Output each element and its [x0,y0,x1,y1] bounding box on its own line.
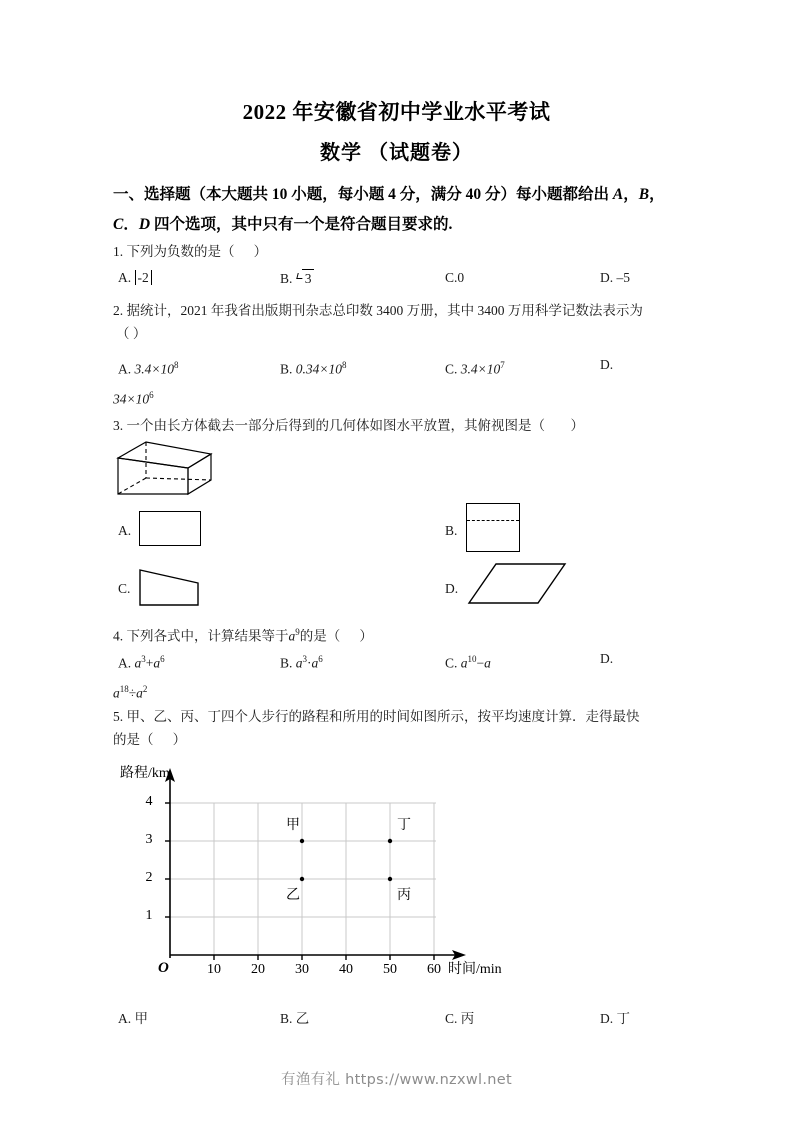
question-2-option-d-value-wrap[interactable] [113,385,154,410]
question-4-option-a[interactable] [118,649,165,674]
question-5-text-2: 的是（ [113,732,154,747]
question-4-option-c[interactable] [445,649,491,674]
page-subtitle: 数学 （试题卷） [320,142,473,164]
question-2-paren: （ ） [116,326,147,341]
q4c-var1: a [460,655,468,671]
question-3-option-b-figure[interactable] [466,503,520,552]
question-4-stem-exp: 9 [295,627,300,637]
question-3-stem [113,415,713,437]
q4a-var2: a [153,655,161,671]
x-axis-label [448,958,502,978]
y-tick-label-1: 1 [145,908,153,923]
q4a-exp1: 3 [141,654,146,664]
question-4-text-2: 的是（ [299,628,341,644]
question-1-paren-close: ） [253,244,268,259]
x-tick-label-20: 20 [251,962,265,977]
question-1-option-b-letter: B. [280,271,293,286]
dashed-line [467,520,519,521]
question-3-option-c-figure[interactable] [139,565,203,612]
parallelogram-svg [466,560,576,608]
q4b-exp1: 3 [302,654,308,664]
question-5-stem-line1 [113,706,713,728]
question-1-option-d-letter: D. [600,270,614,285]
q4b-var2: a [311,655,319,671]
y-axis-label-text: 路程/km [120,766,170,781]
question-2-option-b-letter: B. [280,361,293,377]
question-5-option-a-value: 甲 [134,1011,148,1026]
question-1-option-c-letter: C. [445,270,458,285]
q4d-var1: a [113,685,120,701]
question-3-option-d-figure[interactable] [466,560,576,613]
question-2-option-b-base: 0.34×10 [295,361,343,377]
section-option-c: C [113,216,124,233]
question-3-text: 一个由长方体截去一部分后得到的几何体如图水平放置，其俯视图是（ [126,418,545,433]
question-1-number: 1. [113,244,124,259]
section-option-d: D [138,216,151,233]
question-2-option-a-base: 3.4×10 [134,361,174,377]
question-2-option-b[interactable] [280,355,347,380]
section-dot-1: ． [123,216,139,233]
question-4-option-d-value-wrap[interactable] [113,679,147,704]
question-5-paren-close: ） [172,732,187,747]
question-2-option-c-exp: 7 [500,360,505,370]
watermark: 有渔有礼 https://www.nzxwl.net [281,1072,512,1088]
trapezoid-svg [139,565,203,607]
question-3-number: 3. [113,418,124,433]
question-4-paren-close: ） [359,628,373,644]
question-1-stem [113,241,267,263]
question-5-option-c-value: 丙 [460,1011,475,1026]
x-tick-label-30: 30 [295,962,309,977]
q4a-var1: a [134,655,142,671]
question-5-option-d-letter: D. [600,1011,614,1026]
section-comma-1: ， [623,186,639,203]
question-3-option-a-figure[interactable] [139,511,201,546]
question-4-stem-var: a [288,628,296,644]
y-axis-label [120,762,170,782]
question-5-option-b-value: 乙 [295,1011,310,1026]
question-5-text-1: 甲、乙、丙、丁四个人步行的路程和所用的时间如图所示，按平均速度计算．走得最快 [126,709,640,724]
q4c-exp1: 10 [467,654,477,664]
question-4-option-a-letter: A. [118,655,132,671]
question-2-option-c-letter: C. [445,361,458,377]
x-tick-label-60: 60 [427,962,441,977]
y-tick-label-4: 4 [145,794,153,809]
question-5-stem-line2 [113,729,186,751]
question-2-option-d-base: 34×10 [113,391,150,407]
x-tick-label-50: 50 [383,962,397,977]
section-heading-text-1: 一、选择题（本大题共 10 小题，每小题 4 分，满分 40 分）每小题都给出 [113,186,613,203]
q4a-exp2: 6 [160,654,165,664]
cuboid-cut-solid-figure [110,438,220,500]
question-2-option-d-exp: 6 [149,390,154,400]
question-4-option-b[interactable] [280,649,323,674]
q4a-op: + [145,655,154,671]
distance-time-scatter-chart [118,762,518,1002]
question-5-option-c[interactable] [445,1009,474,1029]
question-4-option-b-letter: B. [280,655,293,671]
question-2-option-a[interactable] [118,355,179,380]
question-3-option-d-letter[interactable]: D. [445,581,459,596]
origin-label: O [158,960,169,976]
x-axis-label-text: 时间/min [448,962,502,977]
point-label-jia: 甲 [286,818,300,833]
question-2-option-a-exp: 8 [174,360,179,370]
question-2-stem [113,300,693,322]
question-5-option-a[interactable] [118,1009,148,1029]
cuboid-cut-solid-svg [110,438,220,500]
question-1-option-d-value: –5 [616,270,630,285]
question-4-option-d-letter-wrap[interactable] [600,649,613,669]
q4c-op: − [476,655,485,671]
x-tick-label-10: 10 [207,962,221,977]
question-3-option-a-letter[interactable]: A. [118,523,132,538]
question-5-option-a-letter: A. [118,1011,132,1026]
x-tick-label-40: 40 [339,962,353,977]
q4b-op: · [307,655,312,671]
question-2-option-c-base: 3.4×10 [460,361,501,377]
question-1-text: 下列为负数的是（ [126,244,235,259]
question-5-option-c-letter: C. [445,1011,458,1026]
point-label-yi: 乙 [286,888,300,903]
question-1-option-b[interactable] [280,268,314,289]
question-2-option-b-exp: 8 [342,360,347,370]
question-4-option-c-letter: C. [445,655,458,671]
section-heading-text-2: 四个选项，其中只有一个是符合题目要求的. [150,216,453,233]
question-1-option-b-value: 3 [304,271,312,286]
question-1-option-c-value: 0 [457,270,465,285]
section-option-a: A [612,186,624,203]
question-3-paren-close: ） [570,418,584,433]
question-2-option-d-letter-wrap[interactable] [600,355,613,375]
question-2-option-a-letter: A. [118,361,132,377]
q4c-var2: a [484,655,491,671]
y-tick-label-3: 3 [145,832,153,847]
point-label-ding: 丁 [397,818,411,833]
question-4-stem [113,621,373,648]
q4d-var2: a [136,685,143,701]
q4b-var1: a [295,655,303,671]
question-4-option-d-letter: D. [600,651,614,666]
data-point-ding [388,839,392,843]
question-2-number: 2. [113,303,124,318]
question-5-option-b-letter: B. [280,1011,293,1026]
question-5-option-d[interactable] [600,1009,630,1029]
q4b-exp2: 6 [318,654,323,664]
question-4-number: 4. [113,628,124,644]
section-option-b: B [638,186,650,203]
section-comma-2: ， [649,186,665,203]
question-2-text: 据统计，2021 年我省出版期刊杂志总印数 3400 万册，其中 3400 万用科学记数法表示为 [126,303,643,318]
question-1-option-a-letter: A. [118,270,132,285]
data-point-yi [300,877,304,881]
page-title: 2022 年安徽省初中学业水平考试 [242,100,551,124]
question-2-option-d-letter: D. [600,357,614,372]
question-5-option-b[interactable] [280,1009,309,1029]
question-1-option-a[interactable] [118,268,152,288]
data-point-bing [388,877,392,881]
section-heading [113,180,693,240]
question-5-number: 5. [113,709,124,724]
y-tick-label-2: 2 [145,870,153,885]
question-5-option-d-value: 丁 [616,1011,630,1026]
q4d-exp2: 2 [142,684,148,694]
question-1-option-c[interactable] [445,268,464,288]
question-1-option-d[interactable] [600,268,630,288]
question-4-text-1: 下列各式中，计算结果等于 [126,628,289,644]
point-label-bing: 丙 [397,888,411,903]
question-3-option-c-letter[interactable]: C. [118,581,131,596]
question-3-option-b-letter[interactable]: B. [445,523,458,538]
question-2-option-c[interactable] [445,355,505,380]
data-point-jia [300,839,304,843]
q4d-op: ÷ [128,685,137,701]
question-1-option-a-value: -2 [135,270,152,285]
q4d-exp1: 18 [119,684,129,694]
sqrt-icon [296,268,314,289]
